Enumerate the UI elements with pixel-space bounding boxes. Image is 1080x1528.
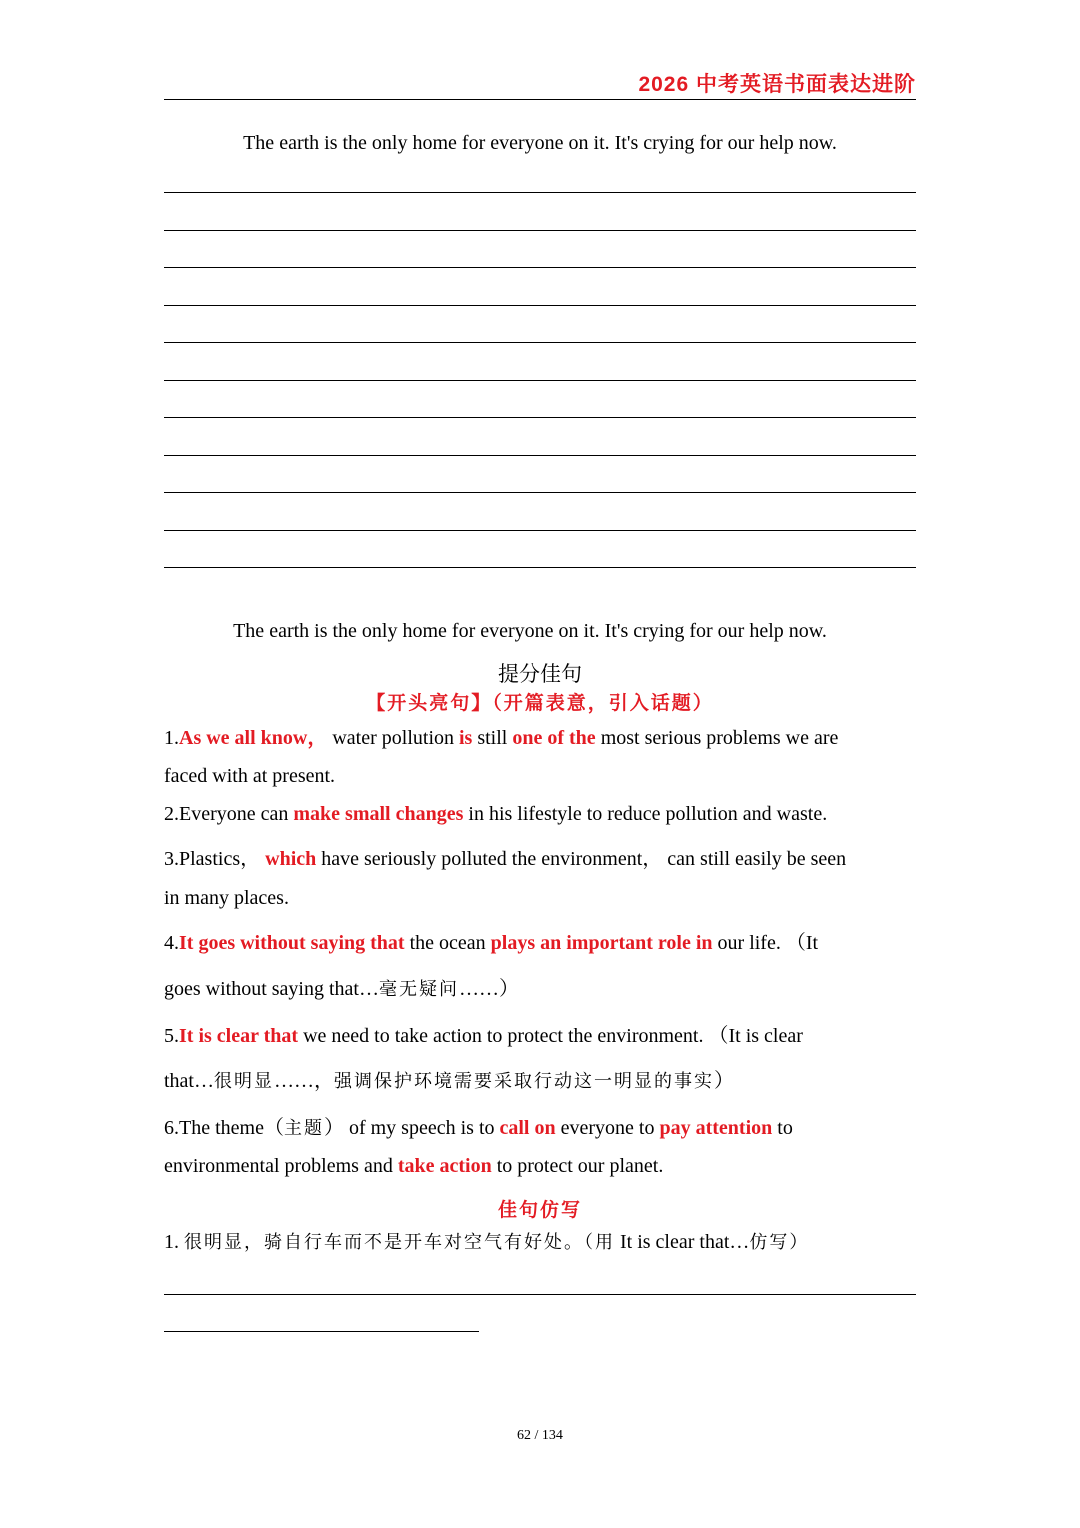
- sentence-3: 3.Plastics， which have seriously polluted the environment， can still easily be seen: [164, 848, 847, 870]
- answer-line-short[interactable]: [164, 1331, 479, 1332]
- writing-line: [164, 417, 916, 418]
- sentence-2: 2.Everyone can make small changes in his lifestyle to reduce pollution and waste.: [164, 803, 828, 825]
- writing-line: [164, 567, 916, 568]
- section-subtitle: 【开头亮句】（开篇表意，引入话题）: [366, 692, 714, 714]
- page-number: 62 / 134: [517, 1428, 563, 1443]
- prompt-sentence-top: The earth is the only home for everyone on it. It's crying for our help now.: [243, 132, 837, 154]
- imitation-question-1: 1. 很明显，骑自行车而不是开车对空气有好处。（用 It is clear that…仿写）: [164, 1231, 810, 1253]
- writing-line: [164, 305, 916, 306]
- section-title: 提分佳句: [498, 662, 582, 686]
- sentence-6-cont: environmental problems and take action to protect our planet.: [164, 1155, 664, 1177]
- writing-line: [164, 492, 916, 493]
- sentence-4-cont: goes without saying that…毫无疑问……）: [164, 978, 519, 1000]
- imitation-title: 佳句仿写: [497, 1199, 582, 1221]
- writing-line: [164, 380, 916, 381]
- writing-line: [164, 342, 916, 343]
- header-divider: [164, 99, 916, 100]
- sentence-1: 1.As we all know， water pollution is still one of the most serious problems we are: [164, 727, 839, 749]
- answer-line[interactable]: [164, 1294, 916, 1295]
- writing-line: [164, 455, 916, 456]
- sentence-5-cont: that…很明显……，强调保护环境需要采取行动这一明显的事实）: [164, 1070, 734, 1092]
- writing-line: [164, 230, 916, 231]
- writing-line: [164, 530, 916, 531]
- writing-line: [164, 267, 916, 268]
- sentence-1-cont: faced with at present.: [164, 765, 336, 787]
- sentence-3-cont: in many places.: [164, 887, 289, 909]
- sentence-4: 4.It goes without saying that the ocean plays an important role in our life. （It: [164, 932, 819, 954]
- header-title: 2026 中考英语书面表达进阶: [638, 73, 916, 96]
- writing-line: [164, 192, 916, 193]
- sentence-6: 6.The theme（主题） of my speech is to call on everyone to pay attention to: [164, 1117, 793, 1139]
- prompt-sentence-bottom: The earth is the only home for everyone on it. It's crying for our help now.: [233, 620, 827, 642]
- sentence-5: 5.It is clear that we need to take action to protect the environment. （It is clear: [164, 1025, 803, 1047]
